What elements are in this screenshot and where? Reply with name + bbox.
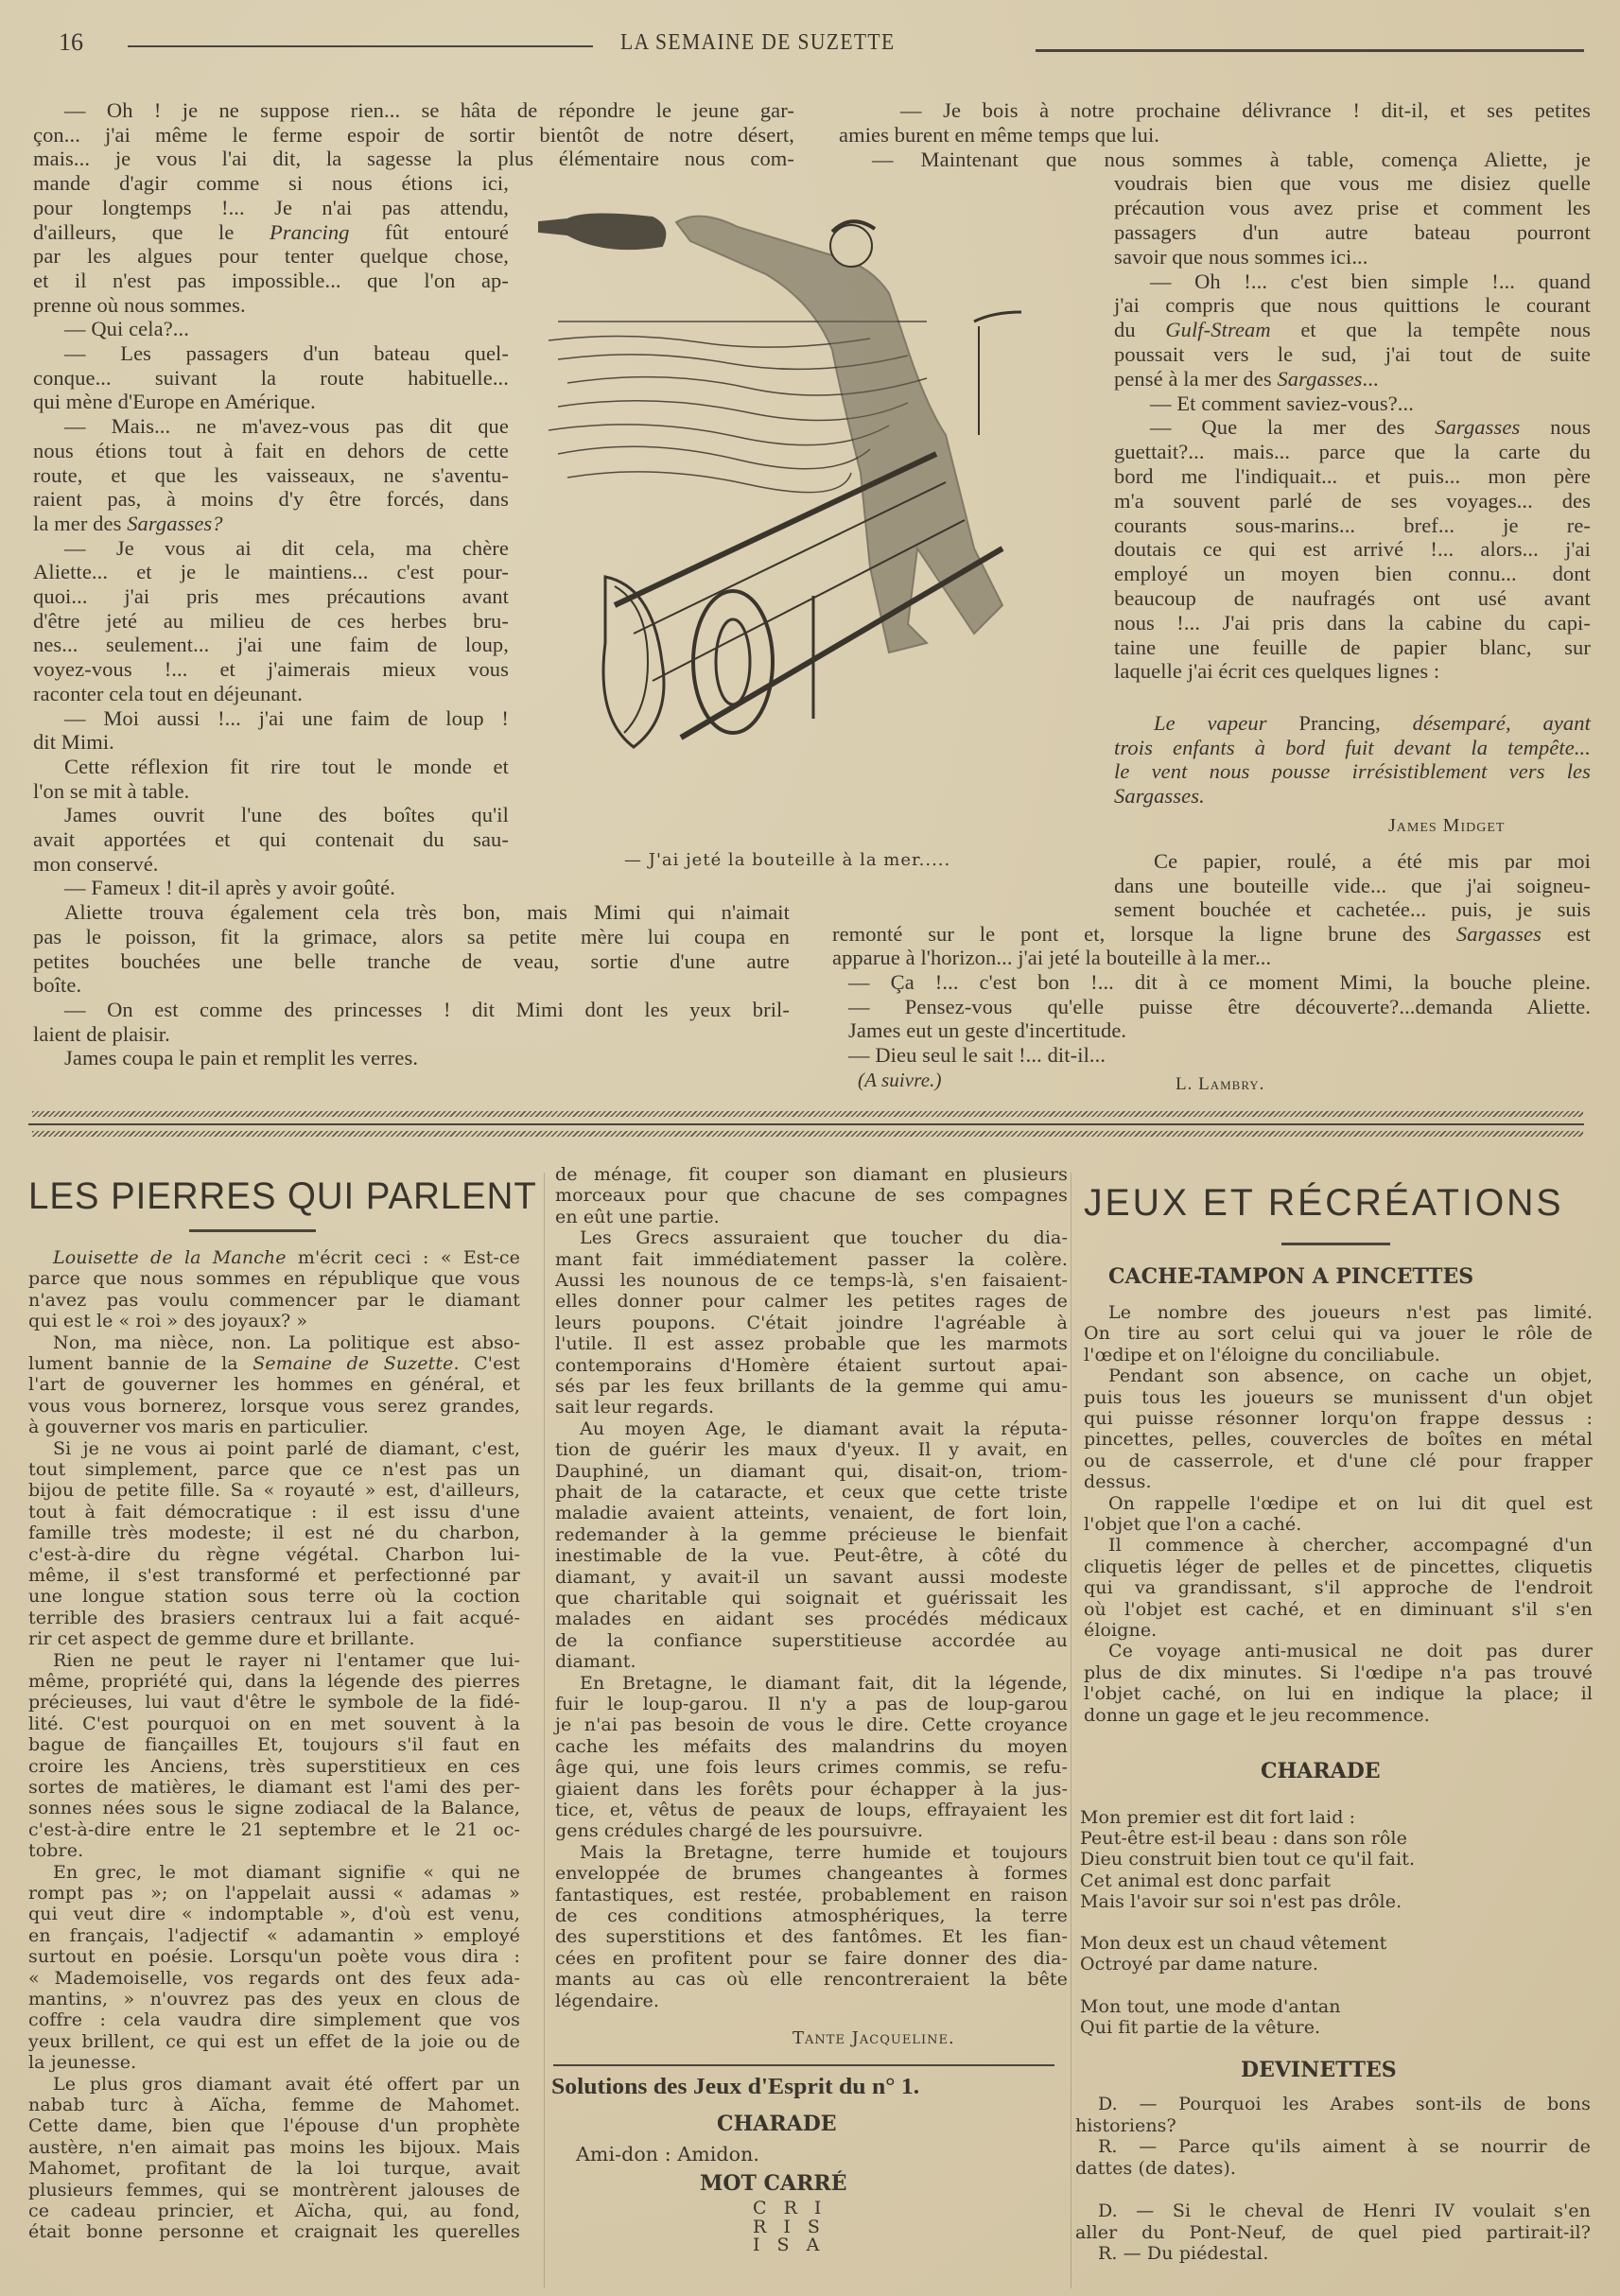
serial-line: m'a souvent parlé de ses voyages... des	[1114, 488, 1591, 513]
serial-line: voyez-vous !... et j'aimerais mieux vous	[33, 657, 509, 682]
article-line: même, propriété qui, dans la légende des pierres	[28, 1671, 520, 1692]
article-line: terrible des brasiers centraux lui a fait acqué-	[28, 1607, 520, 1628]
page-number: 16	[59, 28, 83, 56]
serial-line: l'on se mit à table.	[33, 778, 190, 803]
article-line: Rien ne peut le rayer ni l'entamer que lui-	[53, 1649, 520, 1671]
serial-line: avait apportées et qui contenait du sau-	[33, 827, 509, 851]
poem-line: Mon deux est un chaud vêtement	[1080, 1933, 1387, 1955]
game-line: donne un gage et le jeu recommence.	[1084, 1704, 1430, 1726]
article-line: fantastiques, est restée, probablement en raison	[555, 1884, 1068, 1905]
serial-line: d'être jeté au milieu de ces herbes bru-	[33, 608, 509, 633]
serial-line: mon conservé.	[33, 851, 159, 876]
serial-line: par les algues pour tenter quelque chose,	[33, 244, 509, 269]
serial-line: — Moi aussi !... j'ai une faim de loup !	[64, 705, 509, 730]
article-line: une longue station sous terre où la coction	[28, 1586, 520, 1608]
serial-line: bord me l'indiquait... et puis... mon père	[1114, 464, 1591, 488]
riddle-line: R. — Du piédestal.	[1098, 2243, 1269, 2265]
jeux-charade-heading: CHARADE	[1261, 1759, 1381, 1783]
game-line: Ce voyage anti-musical ne doit pas durer	[1108, 1641, 1593, 1662]
game-line: Pendant son absence, on cache un objet,	[1108, 1365, 1593, 1387]
solutions-title: Solutions des Jeux d'Esprit du n° 1.	[551, 2075, 920, 2099]
game-line: éloigne.	[1084, 1620, 1158, 1641]
message-line: Sargasses.	[1114, 783, 1205, 808]
message-line: Le vapeur Prancing, désemparé, ayant	[1154, 711, 1591, 735]
message-signature: James Midget	[1388, 815, 1506, 836]
pierres-title: LES PIERRES QUI PARLENT	[28, 1175, 537, 1217]
serial-line: — Je vous ai dit cela, ma chère	[64, 535, 509, 560]
article-line: tion de guérir les maux d'yeux. Il y avait, en	[555, 1439, 1068, 1461]
message-line: le vent nous pousse irrésistiblement vers les	[1114, 759, 1591, 783]
article-line: En Bretagne, le diamant fait, dit la légende,	[580, 1672, 1068, 1694]
serial-line: — Oh !... c'est bien simple !... quand	[1150, 269, 1591, 293]
article-line: de ces conditions atmosphériques, la terre	[555, 1905, 1068, 1926]
game-line: l'objet caché, on lui en indique la place; il	[1084, 1683, 1593, 1705]
poem-line: Mon premier est dit fort laid :	[1080, 1807, 1356, 1828]
article-line: que charitable qui soignait et guérissait les	[555, 1588, 1068, 1609]
article-line: elles donner pour calmer les petites rages de	[555, 1291, 1068, 1313]
serial-line: dit Mimi.	[33, 730, 114, 755]
serial-line: James coupa le pain et remplit les verres.	[64, 1046, 419, 1070]
serial-line: — Ça !... c'est bon !... dit à ce moment Mimi, la bouche pleine.	[848, 970, 1591, 994]
serial-line: prenne où nous sommes.	[33, 292, 246, 317]
article-line: qui est le « roi » des joyaux? »	[28, 1311, 308, 1332]
serial-line: raient pas, à moins d'y être forcés, dans	[33, 487, 509, 512]
header-rule-left	[128, 45, 593, 47]
game-line: ou de casserrole, et d'une clé pour frapper	[1084, 1450, 1593, 1471]
article-line: maladie avaient atteints, venaient, de fort loin,	[555, 1503, 1068, 1524]
article-line: en eût une partie.	[555, 1206, 720, 1227]
game-line: Le nombre des joueurs n'est pas limité.	[1108, 1302, 1593, 1323]
article-line: bijou de petite fille. Sa « royauté » est, d'ailleurs,	[28, 1480, 520, 1502]
divider-wavy-top	[32, 1111, 1583, 1117]
serial-line: James eut un geste d'incertitude.	[848, 1018, 1127, 1043]
to-be-continued: (A suivre.)	[858, 1069, 942, 1091]
bottle-icon	[539, 214, 665, 249]
game-line: l'œdipe et on l'éloigne du conciliabule.	[1084, 1344, 1440, 1365]
poem-line: Mais l'avoir sur soi n'est pas drôle.	[1080, 1890, 1402, 1912]
article-line: vous vous bornerez, lorsque vous serez grandes,	[28, 1395, 520, 1417]
serial-line: mais... je vous l'ai dit, la sagesse la plus élémentaire nous com-	[33, 147, 794, 171]
article-line: cache les méfaits des malandrins du moyen	[555, 1735, 1068, 1757]
article-line: croire les Anciens, très superstitieux en ces	[28, 1755, 520, 1777]
article-line: gens crédules chargé de les poursuivre.	[555, 1820, 924, 1842]
serial-line: poussait vers le sud, j'ai tout de suite	[1114, 342, 1591, 366]
article-line: yeux brillent, ce qui est un effet de la joie ou de	[28, 2030, 520, 2052]
article-line: âge qui, une fois leurs crimes commis, se refu-	[555, 1757, 1068, 1779]
serial-line: beaucoup de naufragés ont usé avant	[1114, 586, 1591, 610]
game-line: plus de dix minutes. Si l'œdipe n'a pas trouvé	[1084, 1661, 1593, 1683]
serial-line: pensé à la mer des Sargasses...	[1114, 366, 1379, 391]
serial-line: — On est comme des princesses ! dit Mimi dont les yeux bril-	[64, 997, 790, 1021]
article-line: famille très modeste; il est né du charbon,	[28, 1522, 520, 1544]
article-line: Les Grecs assuraient que toucher du dia-	[580, 1227, 1068, 1249]
poem-line: Octroyé par dame nature.	[1080, 1954, 1318, 1975]
game-line: On tire au sort celui qui va jouer le rôle de	[1084, 1323, 1593, 1345]
mot-carre-heading: MOT CARRÉ	[700, 2171, 847, 2196]
article-line: qui veut dire « indomptable », d'où est venu,	[28, 1904, 520, 1925]
serial-line: laquelle j'ai écrit ces quelques lignes :	[1114, 659, 1440, 684]
article-line: Le plus gros diamant avait été offert par un	[53, 2073, 520, 2095]
serial-line: — Pensez-vous qu'elle puisse être découverte?...demanda Aliette.	[848, 994, 1591, 1018]
serial-line: pour longtemps !... Je n'ai pas attendu,	[33, 195, 509, 219]
article-line: sonnes nées sous le signe zodiacal de la Balance,	[28, 1798, 520, 1819]
serial-line: dans une bouteille vide... que j'ai soigneu-	[1114, 873, 1591, 897]
article-line: contemporains d'Homère étaient surtout apai-	[555, 1354, 1068, 1376]
serial-line: nes... seulement... j'ai une faim de loup,	[33, 633, 509, 657]
divider-wavy-bottom	[32, 1131, 1583, 1137]
column-separator-1	[544, 1173, 545, 2288]
article-line: giaient dans les forêts pour échapper à la jus-	[555, 1778, 1068, 1800]
serial-line: et il n'est pas impossible... que l'on ap-	[33, 268, 509, 292]
article-line: la jeunesse.	[28, 2052, 137, 2074]
riddle-line: aller du Pont-Neuf, de quel pied partirait-il?	[1075, 2221, 1591, 2243]
serial-line: doutais ce qui est arrivé !... alors... j'ai	[1114, 537, 1591, 562]
serial-line: route, et que les vaisseaux, ne s'aventu-	[33, 462, 509, 487]
cache-tampon-heading: CACHE-TAMPON A PINCETTES	[1108, 1264, 1474, 1289]
article-line: ce cadeau princier, et Aïcha, qui, au fond,	[28, 2200, 520, 2221]
serial-line: Ce papier, roulé, a été mis par moi	[1154, 849, 1591, 873]
serial-line: conque... suivant la route habituelle...	[33, 365, 509, 390]
devinettes-heading: DEVINETTES	[1241, 2058, 1397, 2082]
serial-line: savoir que nous sommes ici...	[1114, 244, 1368, 269]
jeux-title: JEUX ET RÉCRÉATIONS	[1084, 1182, 1564, 1224]
game-line: Il commence à chercher, accompagné d'un	[1108, 1535, 1593, 1557]
serial-line: voudrais bien que vous me disiez quelle	[1114, 171, 1591, 196]
serial-line: apparue à l'horizon... j'ai jeté la bouteille à la mer...	[832, 946, 1272, 970]
serial-line: — Oh ! je ne suppose rien... se hâta de répondre le jeune gar-	[64, 98, 794, 122]
serial-line: — Que la mer des Sargasses nous	[1150, 415, 1591, 440]
article-line: Si je ne vous ai point parlé de diamant, c'est,	[53, 1437, 520, 1459]
pierres-title-underline	[189, 1229, 316, 1232]
article-line: Louisette de la Manche m'écrit ceci : « Est-ce	[53, 1247, 520, 1268]
article-line: lité. C'est pourquoi on en met souvent à la	[28, 1713, 520, 1734]
serial-line: d'ailleurs, que le Prancing fût entouré	[33, 219, 509, 244]
article-line: inestimable de la vue. Peut-être, à côté du	[555, 1545, 1068, 1567]
mot-carre-row: R I S	[753, 2216, 826, 2237]
article-line: rompt pas »; on l'appelait aussi « adamas »	[28, 1883, 520, 1904]
serial-line: du Gulf-Stream et que la tempête nous	[1114, 318, 1591, 342]
article-line: mantins, » n'ouvrez pas des yeux en clous de	[28, 1989, 520, 2009]
poem-line: Mon tout, une mode d'antan	[1080, 1995, 1341, 2017]
riddle-line: R. — Parce qu'ils aiment à se nourrir de	[1098, 2136, 1591, 2158]
article-line: l'utile. Il est assez probable que les marmots	[555, 1333, 1068, 1355]
serial-line: Aliette trouva également cela très bon, mais Mimi qui n'aimait	[64, 900, 790, 925]
publication-title: LA SEMAINE DE SUZETTE	[620, 30, 896, 55]
serial-line: remonté sur le pont et, lorsque la ligne brune des Sargasses est	[832, 921, 1591, 946]
game-line: On rappelle l'œdipe et on lui dit quel est	[1108, 1492, 1593, 1514]
mot-carre-row: C R I	[753, 2198, 827, 2218]
message-line: trois enfants à bord fuit devant la tempête...	[1114, 735, 1591, 759]
serial-line: taine une feuille de papier blanc, sur	[1114, 635, 1591, 659]
life-buoy-icon	[693, 591, 773, 733]
article-line: Au moyen Age, le diamant avait la réputa-	[580, 1418, 1068, 1439]
serial-author: L. Lambry.	[1176, 1074, 1265, 1094]
serial-line: nous !... J'ai pris dans la cabine du capi-	[1114, 610, 1591, 635]
game-line: l'objet que l'on a caché.	[1084, 1514, 1302, 1535]
serial-line: raconter cela tout en déjeunant.	[33, 681, 303, 705]
bottle-throw-illustration	[530, 189, 1021, 832]
article-line: En grec, le mot diamant signifie « qui ne	[53, 1861, 520, 1883]
riddle-line: dattes (de dates).	[1075, 2157, 1237, 2179]
serial-line: — Qui cela?...	[64, 317, 189, 341]
article-line: leurs poupons. C'était joindre l'agréable à	[555, 1312, 1068, 1333]
game-line: dessus.	[1084, 1471, 1152, 1493]
article-line: coffre : cela vaudra dire simplement que vos	[28, 2009, 520, 2031]
article-line: parce que nous sommes en république que vous	[28, 1268, 520, 1290]
article-line: je n'ai pas besoin de vous le dire. Cette croyance	[555, 1714, 1068, 1736]
article-line: de la confiance superstitieuse accordée au	[555, 1629, 1068, 1651]
poem-line: Dieu construit bien tout ce qu'il fait.	[1080, 1849, 1416, 1870]
riddle-line: D. — Si le cheval de Henri IV voulait s'en	[1098, 2200, 1591, 2221]
article-line: c'est-à-dire entre le 21 septembre et le 21 oc-	[28, 1818, 520, 1840]
article-line: diamant, y avait-il un savant aussi modeste	[555, 1566, 1068, 1588]
serial-line: employé un moyen bien connu... dont	[1114, 562, 1591, 586]
serial-line: la mer des Sargasses?	[33, 511, 223, 535]
article-line: diamant.	[555, 1651, 636, 1673]
jeux-title-underline	[1281, 1243, 1390, 1245]
serial-line: — Et comment saviez-vous?...	[1150, 391, 1414, 415]
serial-line: courants sous-marins... bref... je re-	[1114, 513, 1591, 537]
serial-line: — Mais... ne m'avez-vous pas dit que	[64, 414, 509, 439]
solutions-top-rule	[553, 2064, 1054, 2066]
article-line: rir cet aspect de gemme dure et brillante.	[28, 1628, 415, 1650]
serial-line: mande d'agir comme si nous étions ici,	[33, 171, 509, 196]
article-line: en français, l'adjectif « adamantin » employé	[28, 1924, 520, 1946]
article-line: Aussi les nounous de ce temps-là, s'en faisaient-	[555, 1270, 1068, 1291]
article-line: légendaire.	[555, 1990, 659, 2011]
article-line: cées en profitent pour se faire donner des dia-	[555, 1947, 1068, 1969]
game-line: qui va grandissant, s'il approche de l'endroit	[1084, 1577, 1593, 1599]
article-line: morceaux pour que chacune de ses compagnes	[555, 1185, 1068, 1207]
serial-line: Aliette... et je le maintiens... c'est pour-	[33, 560, 509, 584]
article-line: précieuses, lui vaut d'être le symbole de la fidé-	[28, 1692, 520, 1713]
header-rule-right	[1036, 49, 1584, 52]
serial-line: j'ai compris que nous quittions le courant	[1114, 293, 1591, 318]
article-line: sait leur regards.	[555, 1397, 715, 1418]
serial-line: — Fameux ! dit-il après y avoir goûté.	[64, 876, 395, 900]
article-line: des superstitions et des fantômes. Et les fian-	[555, 1926, 1068, 1948]
article-line: austère, n'en aimait pas moins les bijoux. Mais	[28, 2136, 520, 2158]
serial-line: précaution vous avez prise et comment les	[1114, 196, 1591, 220]
serial-line: Cette réflexion fit rire tout le monde et	[64, 754, 509, 778]
illustration-caption: — J'ai jeté la bouteille à la mer.....	[624, 850, 951, 870]
serial-line: nous étions tout à fait en dehors de cette	[33, 438, 509, 462]
serial-line: çon... j'ai même le ferme espoir de sortir bientôt de notre désert,	[33, 122, 794, 147]
article-line: mant fait immédiatement passer la colère.	[555, 1248, 1068, 1270]
solutions-charade-answer: Ami-don : Amidon.	[576, 2143, 760, 2166]
serial-line: qui mène d'Europe en Amérique.	[33, 390, 316, 414]
article-line: à gouverner vos maris en particulier.	[28, 1417, 369, 1438]
serial-line: boîte.	[33, 973, 82, 998]
article-line: « Mademoiselle, vos regards ont des feux ada-	[28, 1967, 520, 1989]
article-line: surtout en poésie. Lorsqu'un poète vous dira :	[28, 1946, 520, 1968]
article-line: nabab turc à Aïcha, femme de Mahomet.	[28, 2095, 520, 2115]
article-line: de ménage, fit couper son diamant en plusieurs	[555, 1164, 1068, 1185]
game-line: puis tous les joueurs se munissent d'un objet	[1084, 1386, 1593, 1408]
riddle-line: historiens?	[1075, 2114, 1176, 2136]
article-line: Non, ma nièce, non. La politique est abso-	[53, 1331, 520, 1353]
serial-line: pas le poisson, fit la grimace, alors sa petite mère lui coupa en	[33, 924, 790, 948]
article-line: était bonne personne et craignait les querelles	[28, 2221, 520, 2243]
article-line: Dauphiné, un diamant qui, disait-on, triom-	[555, 1460, 1068, 1482]
serial-line: quoi... j'ai pris mes précautions avant	[33, 584, 509, 608]
article-line: plusieurs femmes, qui se montrèrent jalouses de	[28, 2179, 520, 2200]
article-line: malades en aidant ses procédés médicaux	[555, 1609, 1068, 1630]
article-line: fuir le loup-garou. Il n'y a pas de loup-garou	[555, 1694, 1068, 1714]
serial-line: — Dieu seul le sait !... dit-il...	[848, 1042, 1106, 1067]
game-line: cliquetis léger de pelles et de pincettes, cliquetis	[1084, 1556, 1593, 1577]
article-line: redemander à la gemme précieuse le bienfait	[555, 1523, 1068, 1545]
solutions-charade-heading: CHARADE	[717, 2112, 837, 2136]
article-line: bague de fiançailles Et, toujours s'il faut en	[28, 1734, 520, 1756]
article-line: phait de la cataracte, et ceux que cette triste	[555, 1482, 1068, 1503]
divider-rule	[28, 1123, 1584, 1125]
article-line: sés par les feux brillants de la gemme qui amu-	[555, 1376, 1068, 1397]
article-line: tobre.	[28, 1840, 84, 1862]
serial-line: amies burent en même temps que lui.	[839, 122, 1160, 147]
pierres-signature: Tante Jacqueline.	[793, 2028, 955, 2048]
mot-carre-row: I S A	[753, 2235, 826, 2255]
serial-line: — Les passagers d'un bateau quel-	[64, 341, 509, 365]
serial-line: guettait?... mais... parce que la carte du	[1114, 440, 1591, 464]
article-line: l'art de gouverner les hommes en général, et	[28, 1374, 520, 1396]
article-line: même, il s'est transformé et perfectionné par	[28, 1565, 520, 1586]
serial-line: petites bouchées une belle tranche de veau, sortie d'une autre	[33, 948, 790, 973]
article-line: enveloppée de brumes changeantes à formes	[555, 1863, 1068, 1885]
poem-line: Cet animal est donc parfait	[1080, 1870, 1332, 1891]
article-line: c'est-à-dire du règne végétal. Charbon lui-	[28, 1543, 520, 1565]
article-line: lument bannie de la Semaine de Suzette. C'est	[28, 1353, 521, 1374]
article-line: tout à fait démocratique : il est issu d'une	[28, 1501, 520, 1522]
article-line: n'avez pas voulu commencer par le diamant	[28, 1289, 520, 1311]
article-line: mants au cas où elle rencontreraient la bête	[555, 1969, 1068, 1991]
game-line: où l'objet est caché, et en diminuant s'il s'en	[1084, 1598, 1593, 1620]
serial-line: sement bouchée et cachetée... puis, je suis	[1114, 897, 1591, 922]
serial-line: — Maintenant que nous sommes à table, comença Aliette, je	[872, 147, 1591, 171]
poem-line: Qui fit partie de la vêture.	[1080, 2017, 1321, 2038]
riddle-line: D. — Pourquoi les Arabes sont-ils de bons	[1098, 2094, 1591, 2114]
article-line: Mahomet, profitant de la loi turque, avait	[28, 2158, 520, 2180]
game-line: qui puisse résonner lorqu'on frappe dessus :	[1084, 1408, 1593, 1429]
poem-line: Peut-être est-il beau : dans son rôle	[1080, 1828, 1407, 1850]
article-line: tout simplement, parce que ce n'est pas un	[28, 1459, 520, 1480]
article-line: Mais la Bretagne, terre humide et toujours	[580, 1841, 1068, 1863]
article-line: sortes de matières, le diamant est l'ami des per-	[28, 1777, 520, 1798]
article-line: tice, et, vêtus de peaux de loups, effrayaient les	[555, 1800, 1068, 1820]
serial-line: laient de plaisir.	[33, 1021, 170, 1046]
serial-line: — Je bois à notre prochaine délivrance ! dit-il, et ses petites	[900, 98, 1591, 122]
serial-line: passagers d'un autre bateau pourront	[1114, 220, 1591, 244]
article-line: Cette dame, bien que l'épouse d'un prophète	[28, 2115, 520, 2137]
game-line: pincettes, pelles, couvercles de boîtes en métal	[1084, 1429, 1593, 1451]
serial-line: James ouvrit l'une des boîtes qu'il	[64, 803, 509, 827]
